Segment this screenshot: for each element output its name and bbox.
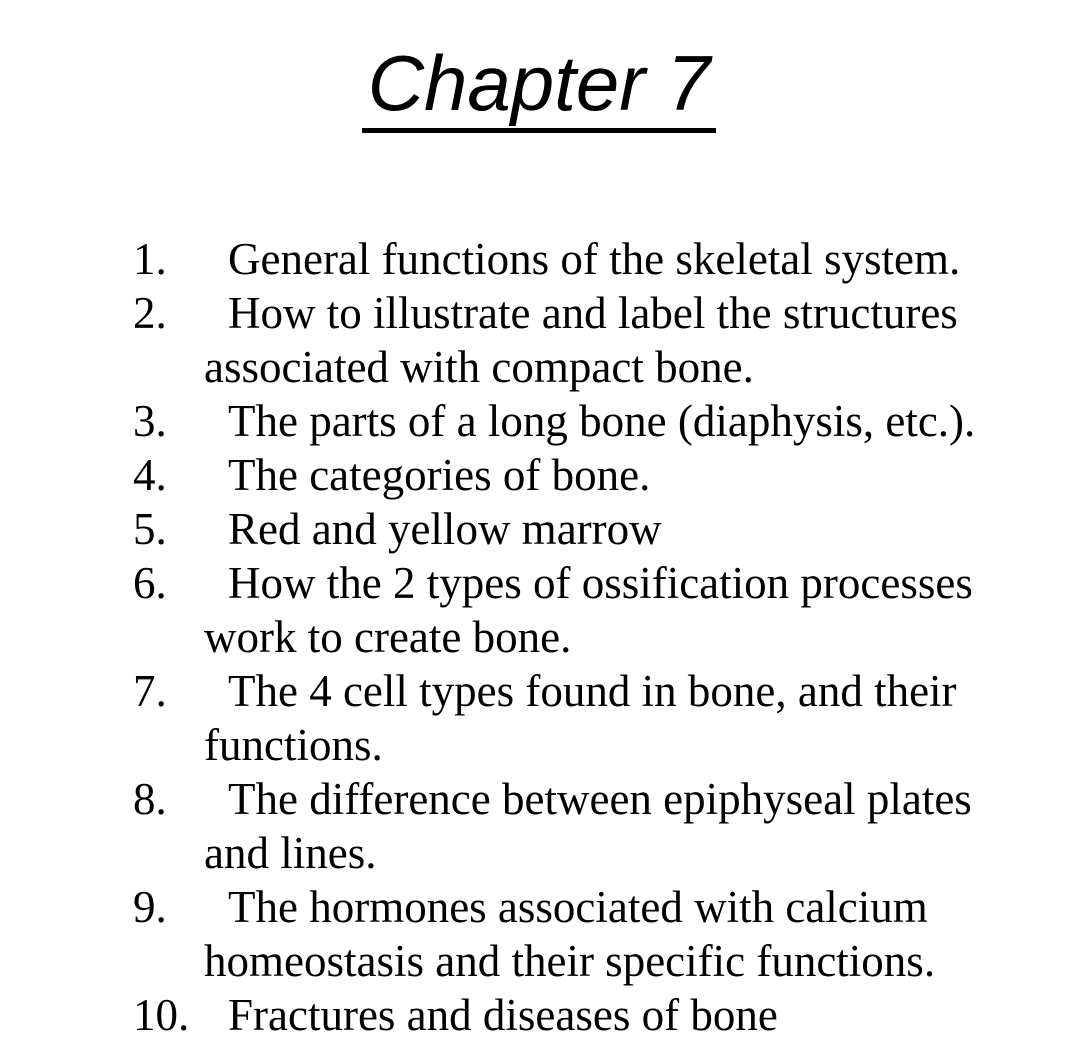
item-text-line: homeostasis and their specific functions. — [204, 936, 936, 986]
item-text-line: associated with compact bone. — [204, 342, 754, 392]
list-item — [0, 880, 1080, 988]
item-text-line: and lines. — [204, 828, 377, 878]
item-number: 9. — [133, 882, 167, 932]
item-text-line: Red and yellow marrow — [228, 504, 662, 554]
item-number: 5. — [133, 504, 167, 554]
item-text-line: The difference between epiphyseal plates — [228, 774, 972, 824]
list-item — [0, 988, 1080, 1042]
list-item — [0, 232, 1080, 286]
item-text-line: How the 2 types of ossification processes — [228, 558, 973, 608]
item-number: 3. — [133, 396, 167, 446]
item-text-line: General functions of the skeletal system. — [228, 234, 961, 284]
item-number: 7. — [133, 666, 167, 716]
list-item — [0, 394, 1080, 448]
item-text-line: How to illustrate and label the structures — [228, 288, 958, 338]
list-item — [0, 286, 1080, 394]
list-item — [0, 502, 1080, 556]
item-text-line: The hormones associated with calcium — [228, 882, 928, 932]
item-text-line: functions. — [204, 720, 383, 770]
title-container — [0, 38, 1080, 133]
item-text-line: The parts of a long bone (diaphysis, etc.). — [228, 396, 976, 446]
page-title: Chapter 7 — [362, 38, 717, 133]
list-item — [0, 664, 1080, 772]
item-text-line: The categories of bone. — [228, 450, 651, 500]
item-text-line: Fractures and diseases of bone — [228, 990, 778, 1040]
list-item — [0, 772, 1080, 880]
item-number: 10. — [133, 990, 190, 1040]
list-item — [0, 556, 1080, 664]
item-number: 6. — [133, 558, 167, 608]
item-number: 4. — [133, 450, 167, 500]
item-number: 2. — [133, 288, 167, 338]
item-text-line: work to create bone. — [204, 612, 572, 662]
item-number: 8. — [133, 774, 167, 824]
item-number: 1. — [133, 234, 167, 284]
list-item — [0, 448, 1080, 502]
item-text-line: The 4 cell types found in bone, and their — [228, 666, 957, 716]
objectives-list — [0, 232, 1080, 1042]
